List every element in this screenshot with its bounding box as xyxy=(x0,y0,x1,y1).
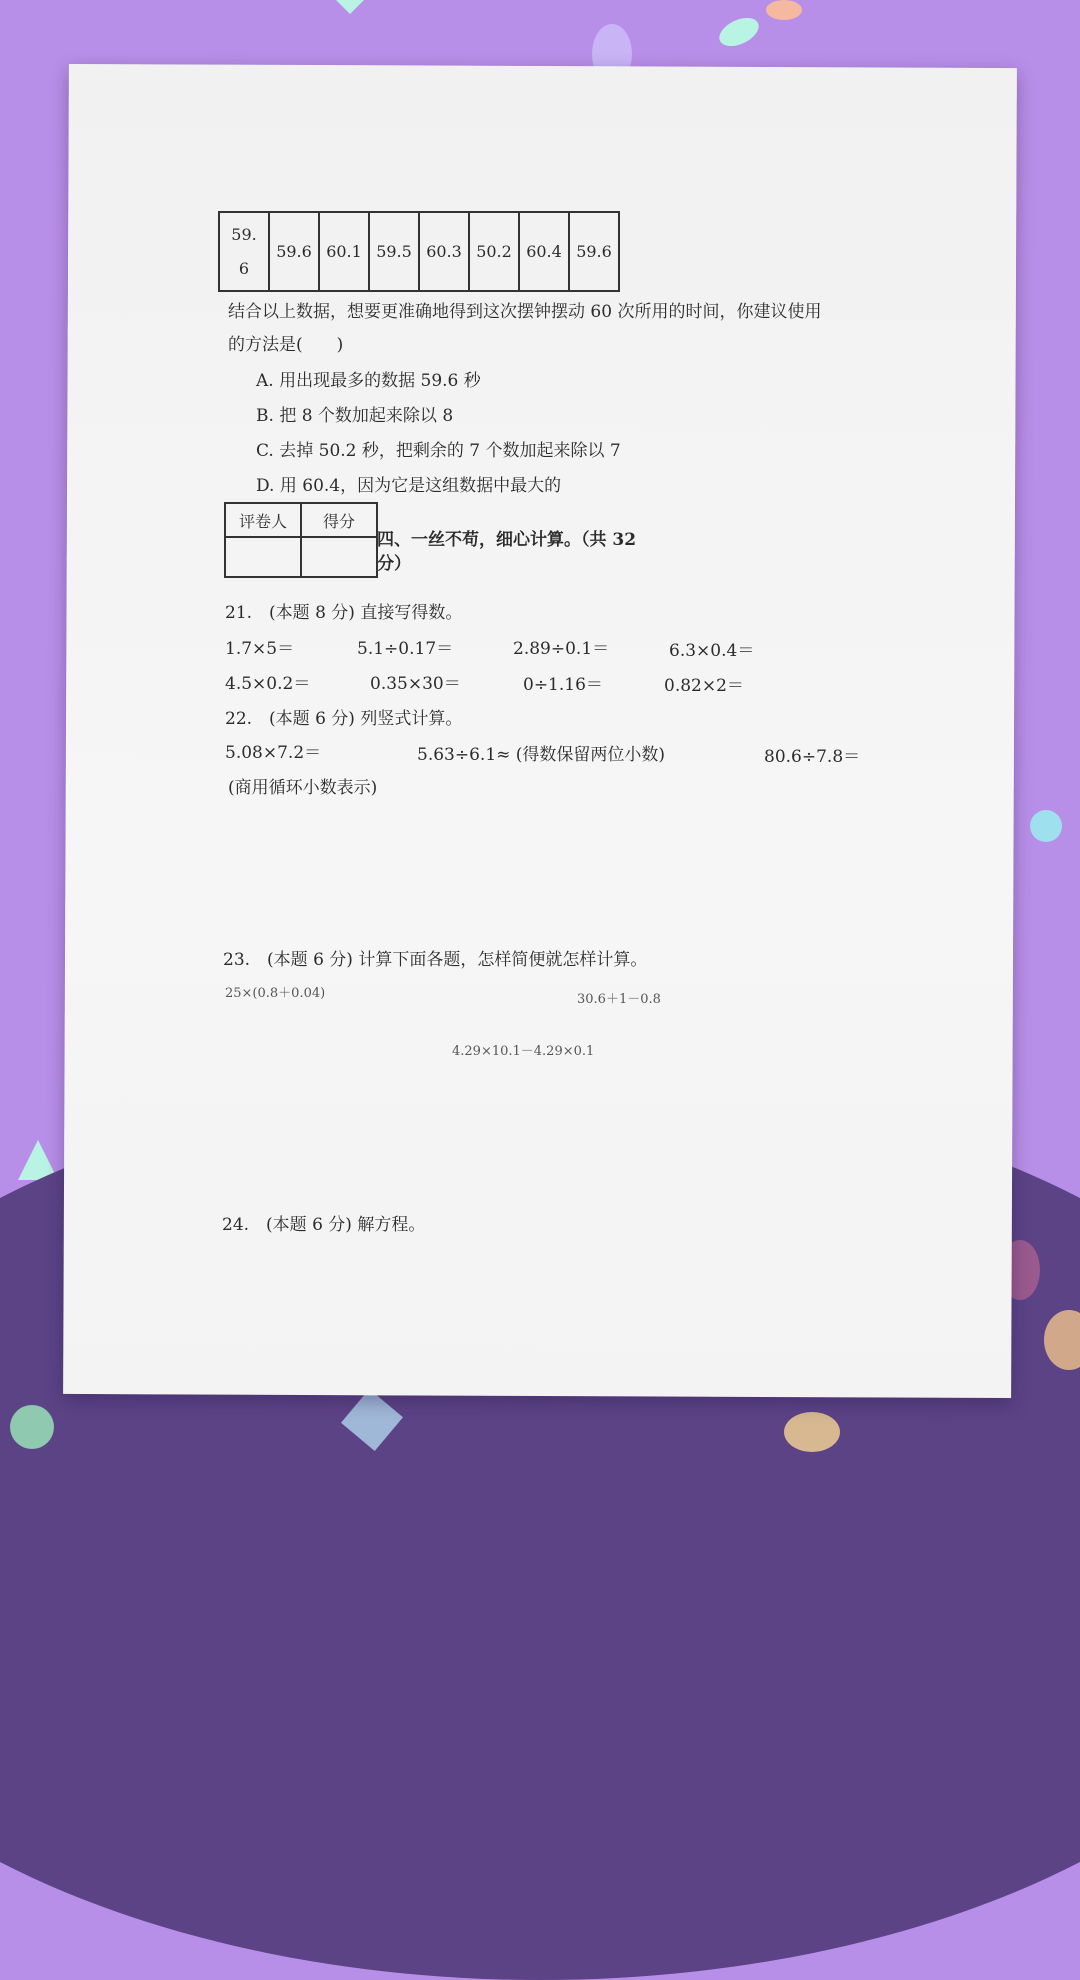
option-a[interactable] xyxy=(256,366,481,391)
q21-title: 21. (本题 8 分) 直接写得数。 xyxy=(225,603,463,623)
option-letter: B. xyxy=(256,406,274,426)
q22-title: 22. (本题 6 分) 列竖式计算。 xyxy=(225,709,463,729)
q22-item: 80.6÷7.8＝ xyxy=(764,747,861,767)
q21-item: 6.3×0.4＝ xyxy=(669,641,755,661)
table-cell: 50.2 xyxy=(469,212,519,291)
q23-item: 25×(0.8＋0.04) xyxy=(225,986,326,1001)
question-text-line1: 结合以上数据，想要更准确地得到这次摆钟摆动 60 次所用的时间，你建议使用 xyxy=(228,302,822,322)
decor-shape-11 xyxy=(784,1412,840,1452)
option-letter: D. xyxy=(256,476,275,496)
decor-shape-1 xyxy=(715,12,763,52)
table-cell: 60.4 xyxy=(519,212,569,291)
option-text: 把 8 个数加起来除以 8 xyxy=(279,406,454,426)
q22-item: 5.63÷6.1≈ (得数保留两位小数) xyxy=(417,745,666,765)
q23-item: 4.29×10.1－4.29×0.1 xyxy=(452,1044,595,1059)
grader-table xyxy=(224,502,378,578)
q23-title: 23. (本题 6 分) 计算下面各题，怎样简便就怎样计算。 xyxy=(223,950,648,970)
decor-shape-4 xyxy=(336,0,364,14)
q21-item: 1.7×5＝ xyxy=(225,639,295,659)
option-b[interactable] xyxy=(256,401,453,426)
option-text: 用出现最多的数据 59.6 秒 xyxy=(279,371,481,391)
option-letter: A. xyxy=(256,371,274,391)
table-cell: 60.3 xyxy=(419,212,469,291)
option-c[interactable] xyxy=(256,436,621,461)
decor-shape-9 xyxy=(10,1405,54,1449)
option-d[interactable] xyxy=(256,471,561,496)
table-cell: 59.6 xyxy=(269,212,319,291)
option-text: 用 60.4，因为它是这组数据中最大的 xyxy=(279,476,562,496)
q24-title: 24. (本题 6 分) 解方程。 xyxy=(222,1215,426,1235)
option-text: 去掉 50.2 秒，把剩余的 7 个数加起来除以 7 xyxy=(279,441,621,461)
q21-item: 4.5×0.2＝ xyxy=(225,674,311,694)
table-cell: 59.6 xyxy=(569,212,619,291)
question-text-line2: 的方法是( ) xyxy=(228,335,344,355)
timing-data-table xyxy=(218,211,620,292)
decor-shape-5 xyxy=(1030,810,1062,842)
score-input-cell[interactable] xyxy=(301,537,377,577)
decor-shape-2 xyxy=(766,0,802,20)
score-label: 得分 xyxy=(301,503,377,537)
q21-item: 5.1÷0.17＝ xyxy=(357,639,454,659)
section-4-title: 四、一丝不苟，细心计算。（共 32 分） xyxy=(377,530,637,574)
table-cell: 59.5 xyxy=(369,212,419,291)
option-letter: C. xyxy=(256,441,274,461)
q22-note: (商用循环小数表示) xyxy=(228,778,378,798)
table-cell: 59. 6 xyxy=(219,212,269,291)
q22-item: 5.08×7.2＝ xyxy=(225,743,322,763)
q21-item: 0.35×30＝ xyxy=(370,674,461,694)
q23-item: 30.6＋1－0.8 xyxy=(577,992,661,1007)
grader-label: 评卷人 xyxy=(225,503,301,537)
table-cell: 60.1 xyxy=(319,212,369,291)
q21-item: 0.82×2＝ xyxy=(664,676,744,696)
q21-item: 0÷1.16＝ xyxy=(523,675,603,695)
grader-input-cell[interactable] xyxy=(225,537,301,577)
q21-item: 2.89÷0.1＝ xyxy=(513,639,610,659)
